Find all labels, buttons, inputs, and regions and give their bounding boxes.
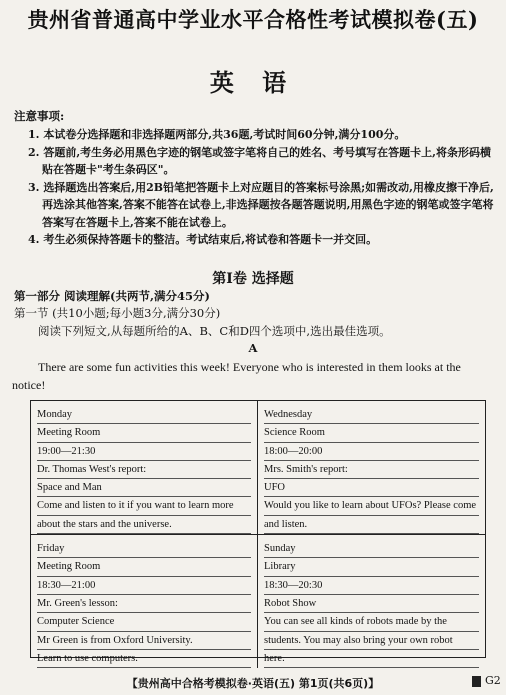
speaker-label: Mr. Green's lesson: — [37, 595, 251, 613]
description-line: Mr Green is from Oxford University. — [37, 632, 251, 650]
section-title: 第Ⅰ卷 选择题 — [212, 271, 294, 287]
notice-item-2: 2. 答题前,考生务必用黑色字迹的钢笔或签字笔将自己的姓名、考号填写在答题卡上,将条形码横贴在答题卡"考生条码区"。 — [28, 145, 491, 176]
subject-title: 英 语 — [209, 68, 297, 97]
passage-intro: There are some fun activities this week! Everyone who is interested in them looks at the notice! — [12, 360, 461, 392]
place-label: Science Room — [264, 424, 479, 442]
speaker-label: Dr. Thomas West's report: — [37, 461, 251, 479]
description — [37, 632, 251, 669]
description — [264, 613, 479, 668]
speaker-label: Mrs. Smith's report: — [264, 461, 479, 479]
monday-cell — [31, 401, 258, 535]
time-label: 18:30—21:00 — [37, 577, 251, 595]
day-label: Friday — [37, 540, 251, 558]
paper-code: G2 — [485, 674, 501, 687]
square-mark-icon — [472, 676, 481, 687]
place-label: Library — [264, 558, 479, 576]
description-line: Would you like to learn about UFOs? Please come — [264, 497, 479, 515]
exam-title: 贵州省普通高中学业水平合格性考试模拟卷(五) — [27, 7, 479, 32]
instruction-text: 阅读下列短文,从每题所给的A、B、C和D四个选项中,选出最佳选项。 — [38, 324, 391, 338]
description-line: about the stars and the universe. — [37, 516, 251, 534]
page-footer: 【贵州高中合格考模拟卷·英语(五) 第1页(共6页)】 — [126, 677, 380, 690]
time-label: 18:00—20:00 — [264, 443, 479, 461]
wednesday-cell — [258, 401, 485, 535]
topic-label: Space and Man — [37, 479, 251, 497]
time-label: 18:30—20:30 — [264, 577, 479, 595]
notice-item-1: 1. 本试卷分选择题和非选择题两部分,共36题,考试时间60分钟,满分100分。 — [28, 128, 406, 141]
day-label: Sunday — [264, 540, 479, 558]
place-label: Meeting Room — [37, 558, 251, 576]
notice-heading: 注意事项: — [14, 109, 65, 123]
description-line: here. — [264, 650, 479, 668]
description — [37, 497, 251, 534]
description-line: and listen. — [264, 516, 479, 534]
description-line: students. You may also bring your own robot — [264, 632, 479, 650]
day-label: Wednesday — [264, 406, 479, 424]
sub-section-heading: 第一节 (共10小题;每小题3分,满分30分) — [14, 306, 221, 320]
time-label: 19:00—21:30 — [37, 443, 251, 461]
topic-label: Robot Show — [264, 595, 479, 613]
description-line: Come and listen to it if you want to learn more — [37, 497, 251, 515]
description-line: Learn to use computers. — [37, 650, 251, 668]
topic-label: UFO — [264, 479, 479, 497]
description-line: You can see all kinds of robots made by the — [264, 613, 479, 631]
day-label: Monday — [37, 406, 251, 424]
notice-item-3: 3. 选择题选出答案后,用2B铅笔把答题卡上对应题目的答案标号涂黑;如需改动,用橡皮擦干净后,再选涂其他答案,答案不能答在试卷上,非选择题按各题答题说明,用黑色字迹的钢笔或签字笔将答案写在答题卡上,答案不能在试卷上。 — [28, 180, 494, 229]
notice-board-table — [30, 400, 486, 664]
friday-cell — [31, 535, 258, 668]
description — [264, 497, 479, 534]
sunday-cell — [258, 535, 485, 668]
topic-label: Computer Science — [37, 613, 251, 631]
place-label: Meeting Room — [37, 424, 251, 442]
passage-letter: A — [248, 341, 258, 355]
notice-item-4: 4. 考生必须保持答题卡的整洁。考试结束后,将试卷和答题卡一并交回。 — [28, 233, 378, 246]
notice-list — [28, 126, 498, 249]
part-heading: 第一部分 阅读理解(共两节,满分45分) — [14, 289, 210, 303]
